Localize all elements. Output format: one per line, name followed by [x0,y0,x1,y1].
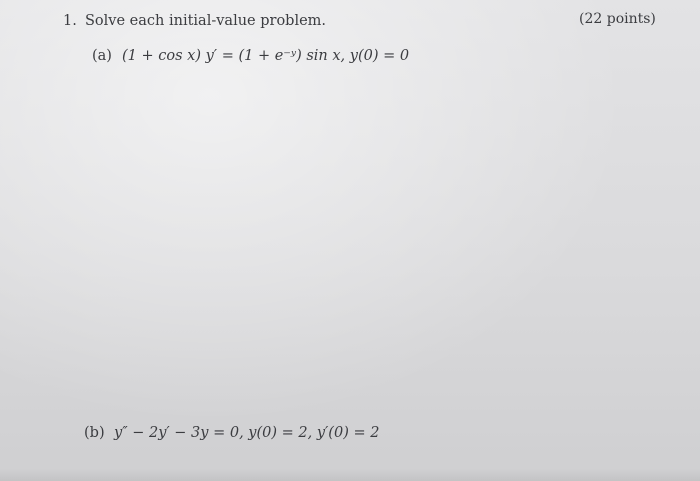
part-b-label: (b) [84,425,105,441]
part-a-equation: (1 + cos x) y′ = (1 + e⁻ʸ) sin x, y(0) = 0 [122,48,410,64]
part-b-equation: y″ − 2y′ − 3y = 0, y(0) = 2, y′(0) = 2 [114,425,380,441]
problem-number: 1. [63,13,77,29]
problem-points: (22 points) [579,11,656,27]
problem-prompt: Solve each initial-value problem. [85,13,327,29]
part-a-label: (a) [92,48,112,64]
